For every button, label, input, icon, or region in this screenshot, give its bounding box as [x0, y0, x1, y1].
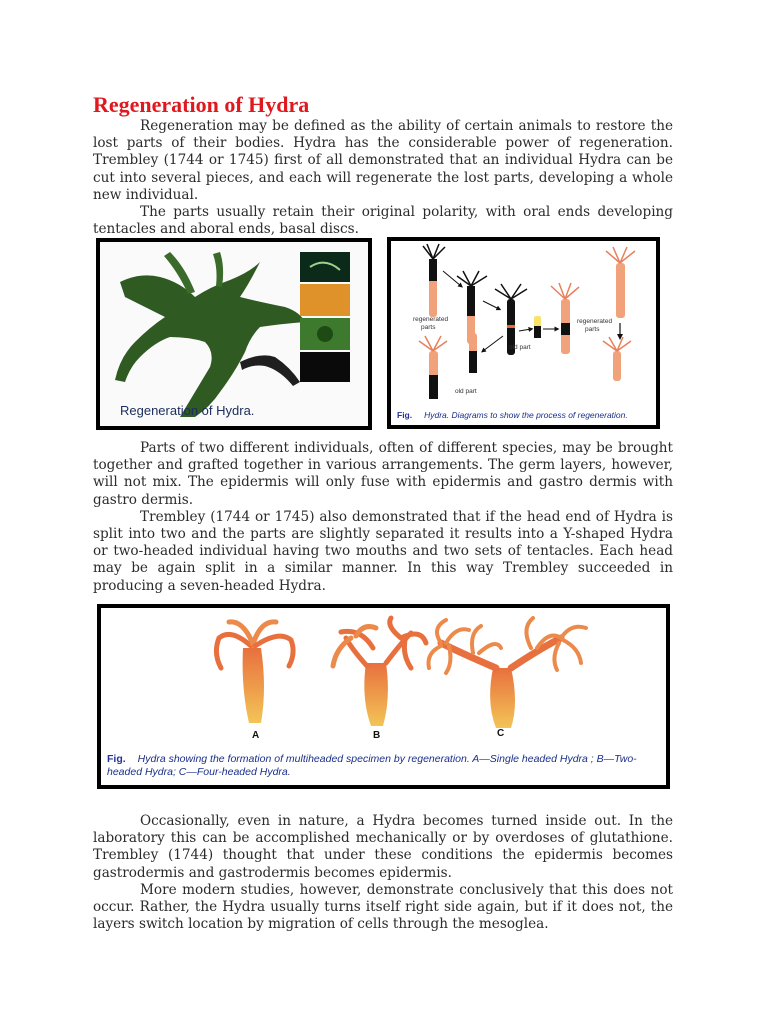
grafting-section — [93, 440, 673, 595]
figure3-label: Fig. — [107, 753, 126, 765]
hydra-diagram-4 — [551, 283, 579, 354]
svg-text:parts: parts — [421, 324, 436, 331]
page-title: Regeneration of Hydra — [93, 92, 310, 117]
svg-text:old part: old part — [455, 388, 477, 395]
paragraph-inside-out: Occasionally, even in nature, a Hydra becomes turned inside out. In the laboratory this can be accomplished mechanically or by overdoses of glutathione. Trembley (1744) thought that under these conditions the epidermis becomes gastrodermis and gastrodermis becomes epidermis. — [93, 813, 673, 881]
intro-section — [93, 118, 673, 238]
svg-text:parts: parts — [585, 326, 600, 333]
hydra-diagram-7 — [419, 336, 447, 399]
svg-text:regenerated: regenerated — [577, 318, 613, 325]
inversion-section — [93, 813, 673, 933]
multiheaded-hydra-illustration — [101, 608, 666, 748]
figure3-caption — [107, 753, 667, 779]
hydra-photo-illustration — [100, 242, 368, 426]
figure-regeneration-photo — [96, 238, 372, 430]
paragraph-grafting: Parts of two different individuals, often of different species, may be brought together and grafted together in various arrangements. The germ layers, however, will not mix. The epidermis will only fuse with epidermis and gastro dermis with gastro dermis. — [93, 440, 673, 508]
paragraph-regeneration-definition: Regeneration may be defined as the ability of certain animals to restore the lost parts of their bodies. Hydra has the considerable power of regeneration. Trembley (1744 or 1745) first of all demonstrated that an individual Hydra can be cut into several pieces, and each will regenerate the lost parts, developing a whole new individual. — [93, 118, 673, 203]
figure-regeneration-diagram — [387, 237, 660, 429]
hydra-a-drawing — [216, 622, 293, 723]
label-c: C — [497, 728, 505, 739]
hydra-diagram-1 — [423, 244, 445, 317]
hydra-diagram-6 — [603, 337, 631, 381]
svg-text:old part: old part — [509, 344, 531, 351]
hydra-c-drawing — [429, 618, 587, 728]
label-a: A — [252, 730, 260, 741]
figure1-caption: Regeneration of Hydra. — [120, 403, 255, 418]
figure2-caption — [397, 410, 628, 420]
figure2-caption-text: Hydra. Diagrams to show the process of regeneration. — [424, 410, 628, 420]
regeneration-diagram-illustration — [391, 241, 656, 425]
figure2-label: Fig. — [397, 410, 413, 420]
figure-multiheaded-hydra — [97, 604, 670, 789]
label-b: B — [373, 730, 381, 741]
svg-text:regenerated: regenerated — [413, 316, 449, 323]
figure3-caption-text: Hydra showing the formation of multiheaded specimen by regeneration. A—Single headed Hydra ; B—Two-headed Hydra; C—Four-headed Hydra. — [107, 753, 637, 778]
paragraph-modern-studies: More modern studies, however, demonstrate conclusively that this does not occur. Rather, the Hydra usually turns itself right side again, but if it does not, the layers switch location by migration of cells through the mesoglea. — [93, 881, 673, 933]
paragraph-polarity: The parts usually retain their original polarity, with oral ends developing tentacles and aboral ends, basal discs. — [93, 204, 673, 238]
hydra-b-drawing — [333, 618, 426, 726]
paragraph-y-shaped-hydra: Trembley (1744 or 1745) also demonstrated that if the head end of Hydra is split into two and the parts are slightly separated it results into a Y-shaped Hydra or two-headed individual having two mouths and two sets of tentacles. Each head may be again split in a similar manner. In this way Trembley succeeded in producing a seven-headed Hydra. — [93, 508, 673, 594]
